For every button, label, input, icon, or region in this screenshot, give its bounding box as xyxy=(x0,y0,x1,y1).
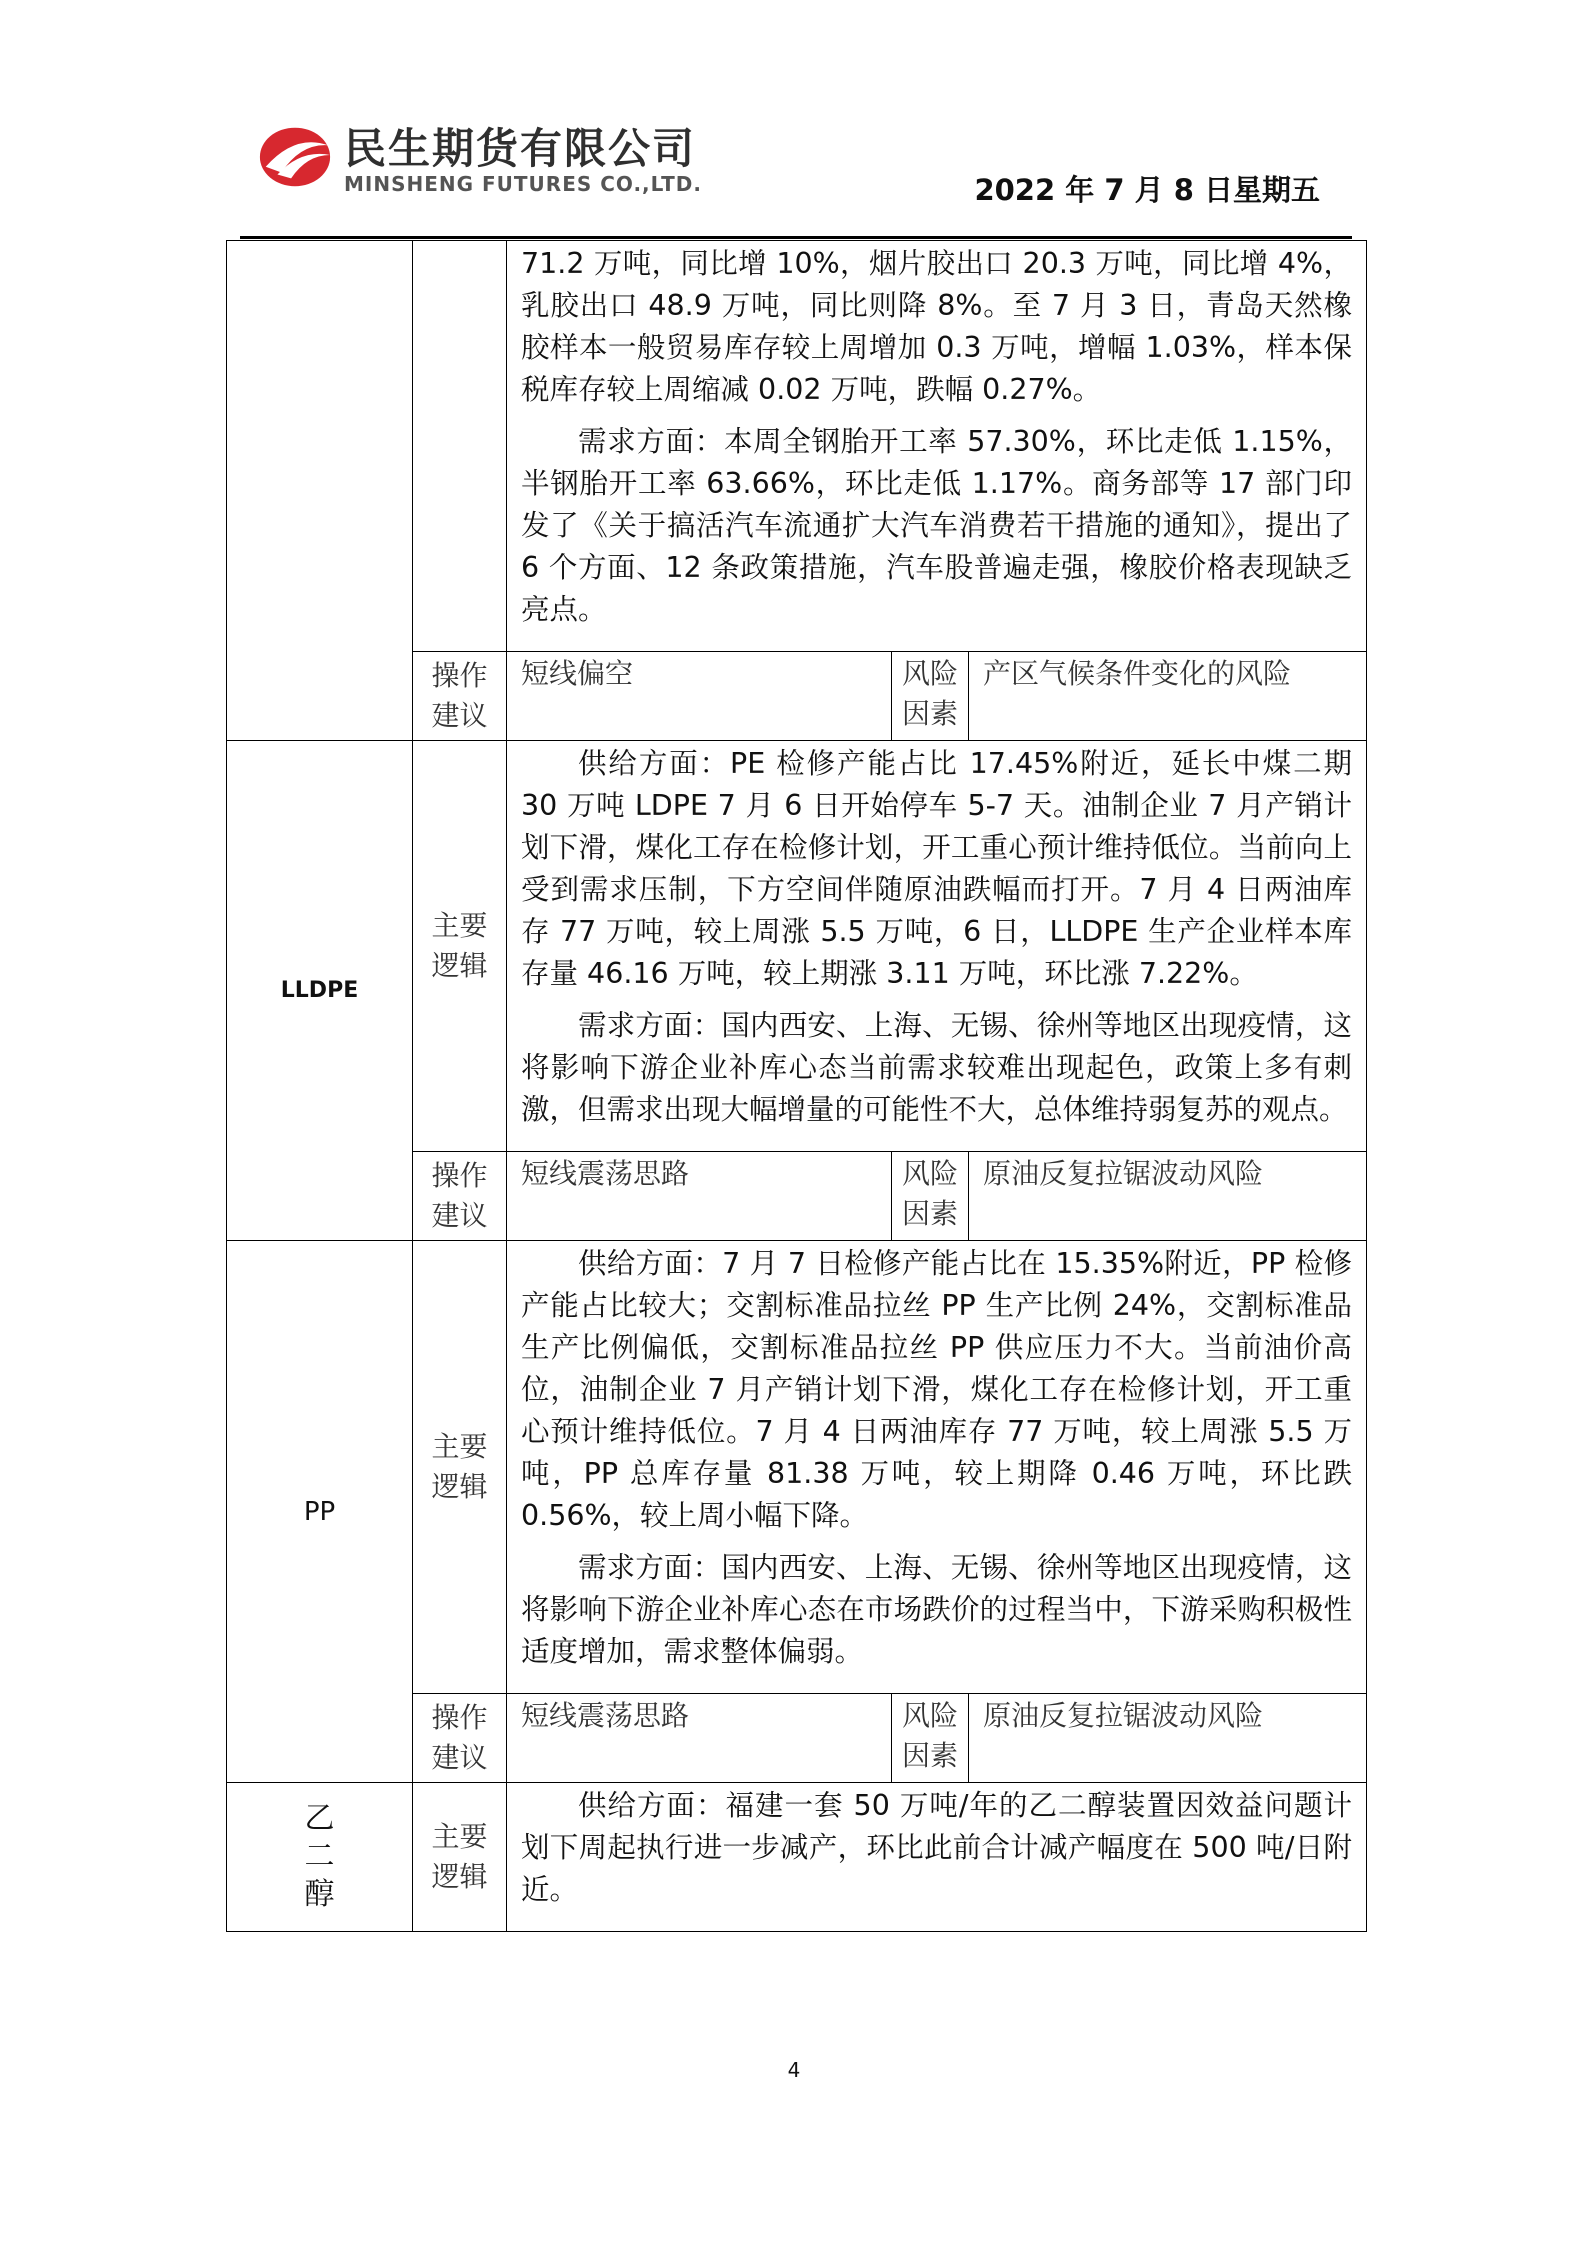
header-divider xyxy=(240,236,1352,239)
eg-product-name xyxy=(227,1783,413,1932)
rubber-logic-row xyxy=(227,241,1367,652)
company-name-en: MINSHENG FUTURES CO.,LTD. xyxy=(344,172,702,196)
lldpe-risk-label: 风险 因素 xyxy=(892,1152,969,1240)
lldpe-logic-row xyxy=(227,741,1367,1152)
pp-demand-text: 需求方面：国内西安、上海、无锡、徐州等地区出现疫情，这将影响下游企业补库心态在市场跌价的过程当中，下游采购积极性适度增加，需求整体偏弱。 xyxy=(521,1551,1352,1668)
eg-product-label: 乙二醇 xyxy=(304,1801,335,1912)
lldpe-demand-text: 需求方面：国内西安、上海、无锡、徐州等地区出现疫情，这将影响下游企业补库心态当前需求较难出现起色，政策上多有刺激，但需求出现大幅增量的可能性不大，总体维持弱复苏的观点。 xyxy=(521,1009,1352,1126)
lldpe-logic-label: 主要 逻辑 xyxy=(413,741,507,1152)
rubber-logic-content xyxy=(507,241,1367,652)
pp-risk-label: 风险 因素 xyxy=(892,1694,969,1782)
lldpe-logic-content xyxy=(507,741,1367,1152)
rubber-risk-value: 产区气候条件变化的风险 xyxy=(969,652,1367,740)
rubber-risk-label: 风险 因素 xyxy=(892,652,969,740)
rubber-operation-label: 操作 建议 xyxy=(413,652,507,741)
rubber-supply-text: 71.2 万吨，同比增 10%，烟片胶出口 20.3 万吨，同比增 4%，乳胶出口 48.9 万吨，同比则降 8%。至 7 月 3 日，青岛天然橡胶样本一般贸易库存较上周增加 0.3 万吨，增幅 1.03%，样本保税库存较上周缩减 0.02 万吨，跌幅 0.27%。 xyxy=(521,247,1352,406)
pp-logic-row xyxy=(227,1241,1367,1694)
rubber-demand-text: 需求方面：本周全钢胎开工率 57.30%，环比走低 1.15%，半钢胎开工率 63.66%，环比走低 1.17%。商务部等 17 部门印发了《关于搞活汽车流通扩大汽车消费若干措施的通知》，提出了 6 个方面、12 条政策措施，汽车股普遍走强，橡胶价格表现缺乏亮点。 xyxy=(521,425,1352,626)
pp-logic-content xyxy=(507,1241,1367,1694)
rubber-label-cell xyxy=(413,241,507,652)
pp-operation-cell xyxy=(507,1694,1367,1783)
lldpe-risk-value: 原油反复拉锯波动风险 xyxy=(969,1152,1367,1240)
strategy-table xyxy=(226,240,1367,1932)
pp-operation-label: 操作 建议 xyxy=(413,1694,507,1783)
lldpe-supply-text: 供给方面：PE 检修产能占比 17.45%附近，延长中煤二期 30 万吨 LDPE 7 月 6 日开始停车 5-7 天。油制企业 7 月产销计划下滑，煤化工存在检修计划，开工重心预计维持低位。当前向上受到需求压制，下方空间伴随原油跌幅而打开。7 月 4 日两油库存 77 万吨，较上周涨 5.5 万吨，6 日，LLDPE 生产企业样本库存量 46.16 万吨，较上期涨 3.11 万吨，环比涨 7.22%。 xyxy=(521,747,1352,990)
rubber-product-cell xyxy=(227,241,413,741)
logo-swoosh-icon xyxy=(256,116,334,194)
rubber-operation-cell xyxy=(507,652,1367,741)
eg-logic-label: 主要 逻辑 xyxy=(413,1783,507,1932)
report-date: 2022 年 7 月 8 日星期五 xyxy=(974,173,1320,207)
pp-supply-text: 供给方面：7 月 7 日检修产能占比在 15.35%附近，PP 检修产能占比较大；交割标准品拉丝 PP 生产比例 24%，交割标准品生产比例偏低，交割标准品拉丝 PP 供应压力不大。当前油价高位，油制企业 7 月产销计划下滑，煤化工存在检修计划，开工重心预计维持低位。7 月 4 日两油库存 77 万吨，较上周涨 5.5 万吨，PP 总库存量 81.38 万吨，较上期降 0.46 万吨，环比跌 0.56%，较上周小幅下降。 xyxy=(521,1247,1352,1532)
lldpe-operation-cell xyxy=(507,1152,1367,1241)
pp-risk-value: 原油反复拉锯波动风险 xyxy=(969,1694,1367,1782)
lldpe-operation-value: 短线震荡思路 xyxy=(521,1157,690,1190)
page-header xyxy=(0,0,1588,240)
rubber-operation-value: 短线偏空 xyxy=(521,657,634,690)
company-name-cn: 民生期货有限公司 xyxy=(344,124,697,173)
page-number: 4 xyxy=(787,2058,801,2082)
pp-operation-value: 短线震荡思路 xyxy=(521,1699,690,1732)
pp-logic-label: 主要 逻辑 xyxy=(413,1241,507,1694)
eg-logic-content xyxy=(507,1783,1367,1932)
lldpe-product-name: LLDPE xyxy=(227,741,413,1241)
company-logo xyxy=(256,112,726,202)
pp-product-name: PP xyxy=(227,1241,413,1783)
eg-logic-row xyxy=(227,1783,1367,1932)
eg-supply-text: 供给方面：福建一套 50 万吨/年的乙二醇装置因效益问题计划下周起执行进一步减产，环比此前合计减产幅度在 500 吨/日附近。 xyxy=(521,1789,1352,1906)
lldpe-operation-label: 操作 建议 xyxy=(413,1152,507,1241)
